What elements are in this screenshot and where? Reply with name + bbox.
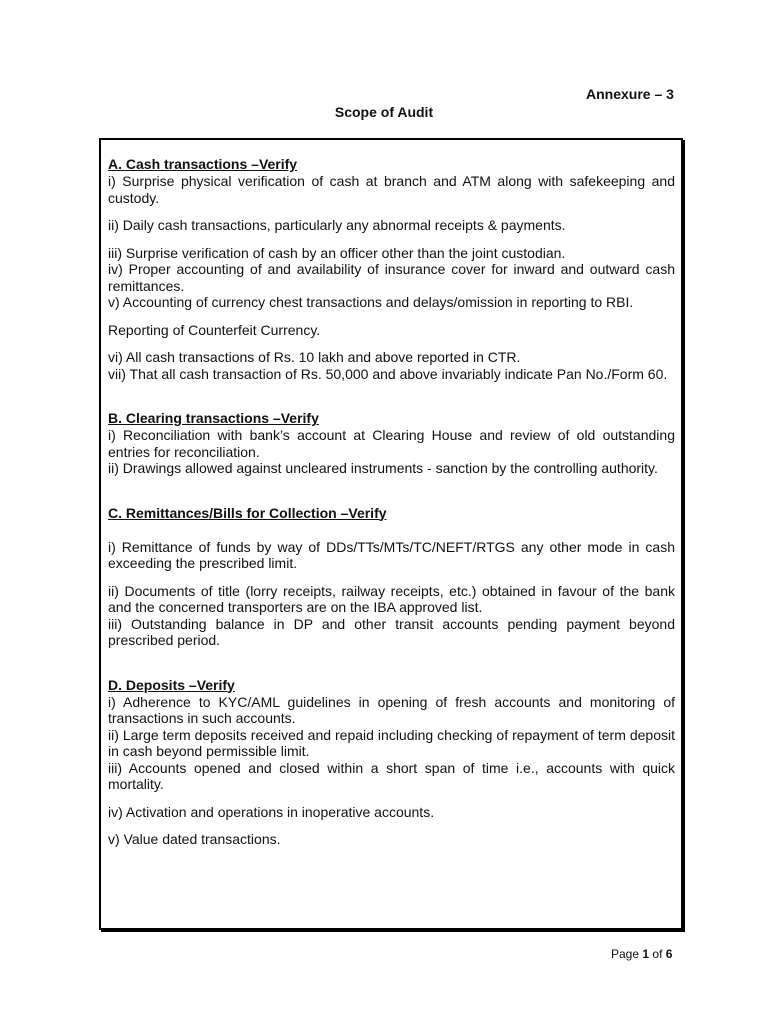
page-number [611,947,672,961]
section-a-item: v) Accounting of currency chest transactions and delays/omission in reporting to RBI. [108,294,634,310]
page-current: 1 [642,947,650,961]
page-label: Page [611,947,640,961]
section-a-item: vi) All cash transactions of Rs. 10 lakh and above reported in CTR. [108,349,521,365]
page-title: Scope of Audit [334,104,434,120]
section-a-item: ii) Daily cash transactions, particularly any abnormal receipts & payments. [108,217,566,233]
section-b-heading: B. Clearing transactions –Verify [108,410,319,426]
section-a-heading: A. Cash transactions –Verify [108,156,298,172]
section-c-item: ii) Documents of title (lorry receipts, railway receipts, etc.) obtained in favour of the bank and the concerned transporters are on the IBA approved list. [108,582,675,615]
annexure-label: Annexure – 3 [586,86,674,102]
section-a-item: iv) Proper accounting of and availability of insurance cover for inward and outward cash remittances. [108,261,675,294]
section-d-item: ii) Large term deposits received and repaid including checking of repayment of term deposit in cash beyond permissible limit. [108,726,675,759]
section-b-item: i) Reconciliation with bank’s account at Clearing House and review of old outstanding entries for reconciliation. [108,427,675,460]
section-b-item: ii) Drawings allowed against uncleared instruments - sanction by the controlling authority. [108,460,658,476]
section-a-item: i) Surprise physical verification of cash at branch and ATM along with safekeeping and custody. [108,173,675,206]
section-c-item: iii) Outstanding balance in DP and other transit accounts pending payment beyond prescribed period. [108,615,675,648]
section-a-item: iii) Surprise verification of cash by an officer other than the joint custodian. [108,244,566,261]
section-d-item: iv) Activation and operations in inoperative accounts. [108,803,435,820]
page-total: 6 [665,947,673,961]
section-d-heading: D. Deposits –Verify [108,676,235,693]
section-a-item: Reporting of Counterfeit Currency. [108,321,321,338]
section-c-item: i) Remittance of funds by way of DDs/TTs/MTs/TC/NEFT/RTGS any other mode in cash exceeding the prescribed limit. [108,538,675,571]
section-d-item: v) Value dated transactions. [108,831,281,847]
section-d-item: iii) Accounts opened and closed within a short span of time i.e., accounts with quick mortality. [108,759,675,792]
section-c-heading: C. Remittances/Bills for Collection –Verify [108,504,387,521]
audit-scope-box [99,138,683,930]
section-a-item: vii) That all cash transaction of Rs. 50,000 and above invariably indicate Pan No./Form 60. [108,365,668,382]
section-d-item: i) Adherence to KYC/AML guidelines in opening of fresh accounts and monitoring of transactions in such accounts. [108,693,675,726]
of-label: of [652,947,663,961]
